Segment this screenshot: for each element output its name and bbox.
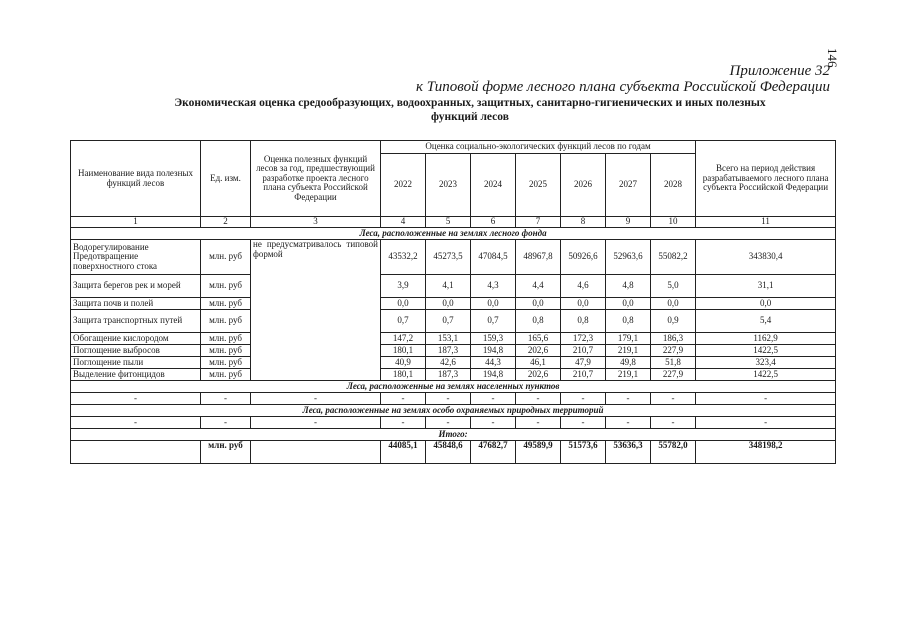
- row-total: 1422,5: [696, 345, 836, 357]
- total-value-2025: 49589,9: [516, 441, 561, 464]
- empty-cell-dash: -: [426, 417, 471, 429]
- section-protected-areas-row: [71, 405, 836, 417]
- empty-cell-dash: -: [251, 393, 381, 405]
- row-value-2022: 0,0: [381, 298, 426, 310]
- row-value-2026: 210,7: [561, 369, 606, 381]
- row-unit: млн. руб: [201, 369, 251, 381]
- row-value-2023: 45273,5: [426, 240, 471, 275]
- empty-cell-dash: -: [201, 417, 251, 429]
- total-grand: 348198,2: [696, 441, 836, 464]
- row-value-2025: 202,6: [516, 369, 561, 381]
- header-total: Всего на период действия разрабатываемого лесного плана субъекта Российской Федерации: [696, 141, 836, 217]
- empty-cell-dash: -: [516, 417, 561, 429]
- row-value-2024: 0,7: [471, 310, 516, 333]
- row-value-2023: 0,7: [426, 310, 471, 333]
- header-years-group: Оценка социально-экологических функций лесов по годам: [381, 141, 696, 154]
- total-value-2023: 45848,6: [426, 441, 471, 464]
- total-prev-cell: [251, 441, 381, 464]
- column-number: 5: [426, 217, 471, 228]
- row-value-2024: 194,8: [471, 345, 516, 357]
- row-total: 323,4: [696, 357, 836, 369]
- appendix-subtitle: к Типовой форме лесного плана субъекта Российской Федерации: [416, 79, 830, 95]
- row-value-2026: 172,3: [561, 333, 606, 345]
- row-value-2025: 0,8: [516, 310, 561, 333]
- column-number: 7: [516, 217, 561, 228]
- row-value-2028: 51,8: [651, 357, 696, 369]
- section-protected-areas: Леса, расположенные на землях особо охраняемых природных территорий: [71, 405, 836, 417]
- row-value-2025: 202,6: [516, 345, 561, 357]
- row-function-name: Защита транспортных путей: [71, 310, 201, 333]
- column-number: 9: [606, 217, 651, 228]
- row-value-2028: 0,9: [651, 310, 696, 333]
- page-number: 146: [825, 48, 840, 68]
- row-value-2028: 186,3: [651, 333, 696, 345]
- row-function-name: Защита почв и полей: [71, 298, 201, 310]
- row-value-2022: 147,2: [381, 333, 426, 345]
- column-number: 10: [651, 217, 696, 228]
- table-row: [71, 310, 836, 333]
- total-value-2026: 51573,6: [561, 441, 606, 464]
- empty-cell-dash: -: [71, 417, 201, 429]
- row-value-2025: 165,6: [516, 333, 561, 345]
- table-row: [71, 345, 836, 357]
- empty-cell-dash: -: [516, 393, 561, 405]
- row-function-name: Защита берегов рек и морей: [71, 275, 201, 298]
- row-function-name: Обогащение кислородом: [71, 333, 201, 345]
- table-row: [71, 417, 836, 429]
- row-value-2023: 187,3: [426, 369, 471, 381]
- row-value-2025: 4,4: [516, 275, 561, 298]
- table-row: [71, 298, 836, 310]
- total-value-2024: 47682,7: [471, 441, 516, 464]
- row-value-2027: 179,1: [606, 333, 651, 345]
- row-total: 0,0: [696, 298, 836, 310]
- total-unit: млн. руб: [201, 441, 251, 464]
- appendix-title: Приложение 32: [729, 63, 830, 79]
- row-value-2027: 4,8: [606, 275, 651, 298]
- column-number: 1: [71, 217, 201, 228]
- row-value-2023: 153,1: [426, 333, 471, 345]
- row-value-2023: 187,3: [426, 345, 471, 357]
- empty-cell-dash: -: [606, 393, 651, 405]
- row-value-2028: 227,9: [651, 369, 696, 381]
- empty-cell-dash: -: [651, 417, 696, 429]
- row-value-2025: 0,0: [516, 298, 561, 310]
- empty-cell-dash: -: [471, 417, 516, 429]
- row-value-2026: 0,8: [561, 310, 606, 333]
- row-function-name: Выделение фитонцидов: [71, 369, 201, 381]
- header-unit: Ед. изм.: [201, 141, 251, 217]
- table-body: [71, 141, 836, 464]
- empty-cell-dash: -: [251, 417, 381, 429]
- section-total: Итого:: [71, 429, 836, 441]
- row-value-2027: 219,1: [606, 369, 651, 381]
- row-value-2026: 50926,6: [561, 240, 606, 275]
- column-number: 2: [201, 217, 251, 228]
- year-header-2026: 2026: [561, 154, 606, 217]
- row-unit: млн. руб: [201, 345, 251, 357]
- row-value-2027: 0,0: [606, 298, 651, 310]
- row-value-2024: 44,3: [471, 357, 516, 369]
- row-value-2023: 4,1: [426, 275, 471, 298]
- empty-cell-dash: -: [696, 417, 836, 429]
- row-value-2025: 46,1: [516, 357, 561, 369]
- row-total: 31,1: [696, 275, 836, 298]
- row-value-2028: 55082,2: [651, 240, 696, 275]
- row-total: 5,4: [696, 310, 836, 333]
- year-header-2028: 2028: [651, 154, 696, 217]
- row-total: 1162,9: [696, 333, 836, 345]
- row-value-2024: 47084,5: [471, 240, 516, 275]
- section-forest-fund: Леса, расположенные на землях лесного фонда: [71, 228, 836, 240]
- table-row: [71, 275, 836, 298]
- empty-cell-dash: -: [71, 393, 201, 405]
- empty-cell-dash: -: [651, 393, 696, 405]
- row-value-2028: 5,0: [651, 275, 696, 298]
- row-value-2022: 0,7: [381, 310, 426, 333]
- row-value-2023: 42,6: [426, 357, 471, 369]
- row-value-2026: 47,9: [561, 357, 606, 369]
- row-value-2027: 0,8: [606, 310, 651, 333]
- row-total: 1422,5: [696, 369, 836, 381]
- row-unit: млн. руб: [201, 240, 251, 275]
- row-value-2022: 180,1: [381, 345, 426, 357]
- year-header-2023: 2023: [426, 154, 471, 217]
- year-header-2024: 2024: [471, 154, 516, 217]
- row-value-2024: 4,3: [471, 275, 516, 298]
- year-header-2027: 2027: [606, 154, 651, 217]
- row-value-2022: 180,1: [381, 369, 426, 381]
- row-function-name: Поглощение пыли: [71, 357, 201, 369]
- column-numbers-row: [71, 217, 836, 228]
- row-value-2027: 52963,6: [606, 240, 651, 275]
- row-value-2026: 0,0: [561, 298, 606, 310]
- row-unit: млн. руб: [201, 310, 251, 333]
- forest-functions-table: [70, 140, 836, 464]
- empty-cell-dash: -: [561, 417, 606, 429]
- row-value-2022: 40,9: [381, 357, 426, 369]
- total-row: [71, 441, 836, 464]
- row-value-2024: 159,3: [471, 333, 516, 345]
- document-title: [70, 96, 870, 124]
- column-number: 6: [471, 217, 516, 228]
- row-unit: млн. руб: [201, 275, 251, 298]
- column-number: 4: [381, 217, 426, 228]
- column-number: 11: [696, 217, 836, 228]
- total-value-2022: 44085,1: [381, 441, 426, 464]
- row-value-2024: 194,8: [471, 369, 516, 381]
- table-row: [71, 357, 836, 369]
- empty-cell-dash: -: [381, 393, 426, 405]
- document-title-line2: функций лесов: [431, 111, 509, 123]
- empty-cell-dash: -: [201, 393, 251, 405]
- table-row: [71, 240, 836, 275]
- empty-cell-dash: -: [426, 393, 471, 405]
- row-value-2027: 49,8: [606, 357, 651, 369]
- table-row: [71, 393, 836, 405]
- header-name: Наименование вида полезных функций лесов: [71, 141, 201, 217]
- row-value-2022: 3,9: [381, 275, 426, 298]
- header-prev-year: Оценка полезных функций лесов за год, предшествующий разработке проекта лесного плана субъекта Российской Федерации: [251, 141, 381, 217]
- total-value-2028: 55782,0: [651, 441, 696, 464]
- row-value-2026: 4,6: [561, 275, 606, 298]
- row-unit: млн. руб: [201, 333, 251, 345]
- column-number: 8: [561, 217, 606, 228]
- empty-cell-dash: -: [381, 417, 426, 429]
- row-value-2025: 48967,8: [516, 240, 561, 275]
- column-number: 3: [251, 217, 381, 228]
- row-unit: млн. руб: [201, 357, 251, 369]
- empty-cell-dash: -: [561, 393, 606, 405]
- section-settlements: Леса, расположенные на землях населенных пунктов: [71, 381, 836, 393]
- row-value-2026: 210,7: [561, 345, 606, 357]
- table-row: [71, 333, 836, 345]
- empty-cell-dash: -: [606, 417, 651, 429]
- row-function-name: Водорегулирование Предотвращение поверхностного стока: [71, 240, 201, 275]
- empty-cell-dash: -: [696, 393, 836, 405]
- section-settlements-row: [71, 381, 836, 393]
- row-unit: млн. руб: [201, 298, 251, 310]
- total-name-cell: [71, 441, 201, 464]
- section-total-row: [71, 429, 836, 441]
- row-value-2027: 219,1: [606, 345, 651, 357]
- year-header-2022: 2022: [381, 154, 426, 217]
- empty-cell-dash: -: [471, 393, 516, 405]
- row-value-2024: 0,0: [471, 298, 516, 310]
- row-value-2028: 0,0: [651, 298, 696, 310]
- row-value-2028: 227,9: [651, 345, 696, 357]
- row-prev-year-note: не предусматривалось типовой формой: [251, 240, 381, 381]
- row-value-2023: 0,0: [426, 298, 471, 310]
- row-function-name: Поглощение выбросов: [71, 345, 201, 357]
- table-row: [71, 369, 836, 381]
- year-header-2025: 2025: [516, 154, 561, 217]
- document-title-line1: Экономическая оценка средообразующих, водоохранных, защитных, санитарно-гигиенических и иных полезных: [174, 97, 766, 109]
- total-value-2027: 53636,3: [606, 441, 651, 464]
- row-value-2022: 43532,2: [381, 240, 426, 275]
- row-total: 343830,4: [696, 240, 836, 275]
